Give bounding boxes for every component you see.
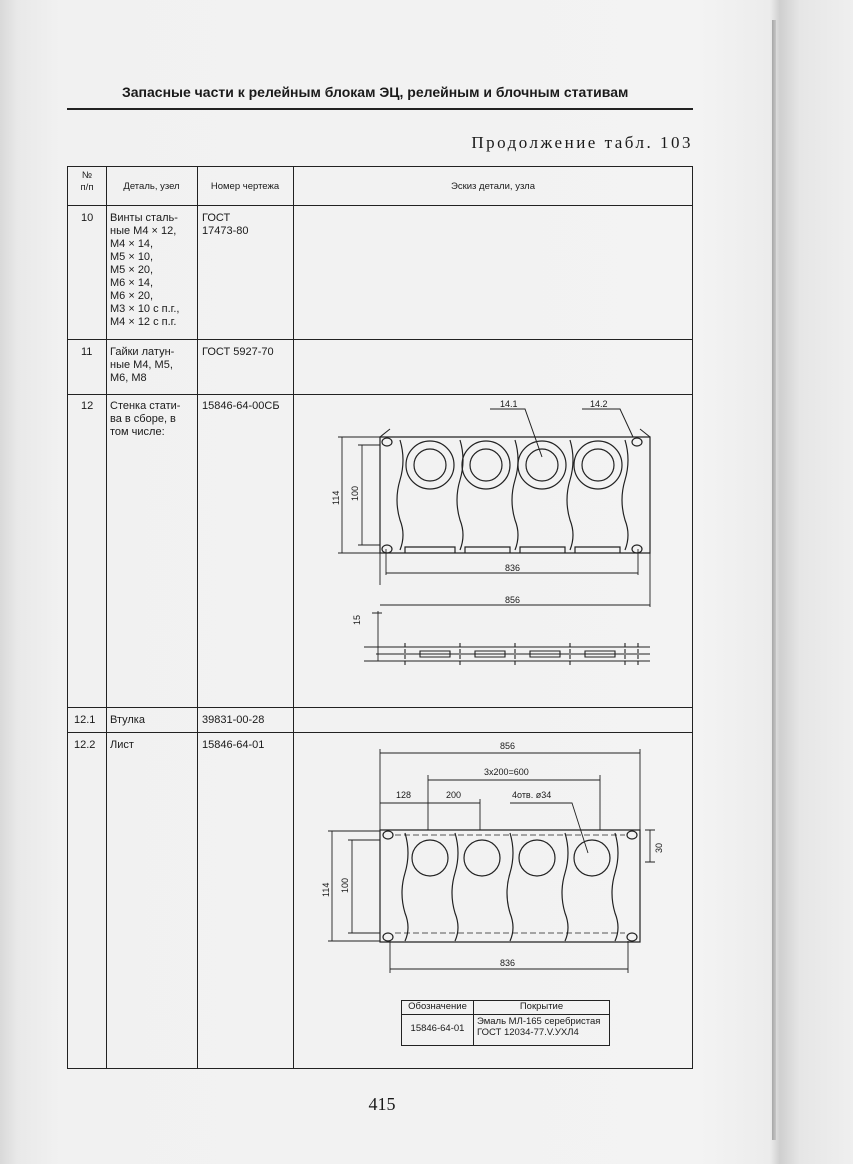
row-divider <box>68 339 692 340</box>
assembly-dim-856: 856 <box>505 595 521 605</box>
assembly-dim-114: 114 <box>331 490 341 505</box>
sheet-sketch <box>310 735 670 995</box>
assembly-wall-sketch <box>320 395 660 695</box>
row-12-drawing: 15846-64-00СБ <box>202 400 280 412</box>
col-divider <box>197 167 198 1068</box>
sheet-dim-pitch: 3x200=600 <box>484 767 529 777</box>
page-number: 415 <box>368 1094 396 1114</box>
spec-header-coating: Покрытие <box>474 1001 609 1015</box>
sheet-dim-856: 856 <box>500 741 516 751</box>
row-12-1-num: 12.1 <box>74 714 96 726</box>
row-10-num: 10 <box>81 212 94 224</box>
row-11-num: 11 <box>81 346 93 358</box>
callout-14-1: 14.1 <box>500 399 518 409</box>
col-divider <box>293 167 294 1068</box>
row-12-2-num: 12.2 <box>74 739 96 751</box>
header-sketch: Эскиз детали, узла <box>450 181 536 192</box>
sheet-dim-200: 200 <box>446 790 462 800</box>
row-10-drawing: ГОСТ 17473-80 <box>202 212 249 237</box>
header-num: № п/п <box>80 170 94 193</box>
spec-header-designation: Обозначение <box>402 1001 474 1015</box>
row-11-drawing: ГОСТ 5927-70 <box>202 346 274 358</box>
sheet-dim-100: 100 <box>340 877 350 893</box>
coating-spec-table <box>401 1000 610 1046</box>
header-rule <box>67 108 693 110</box>
sheet-dim-128: 128 <box>396 790 412 800</box>
callout-14-2: 14.2 <box>590 399 608 409</box>
assembly-dim-15: 15 <box>352 614 362 625</box>
assembly-dim-836: 836 <box>505 563 521 573</box>
row-divider <box>68 205 692 206</box>
row-12-part: Стенка стати- ва в сборе, в том числе: <box>110 400 181 438</box>
book-spine-shadow <box>772 20 776 1140</box>
col-divider <box>106 167 107 1068</box>
row-12-2-part: Лист <box>110 739 134 751</box>
header-drawing-number: Номер чертежа <box>210 181 280 192</box>
row-10-part: Винты сталь- ные М4 × 12, М4 × 14, М5 × 10, М5 × 20, М6 × 14, М6 × 20, М3 × 10 с п.г., М4 × 12 с п.г. <box>110 212 180 328</box>
sheet-dim-holes: 4отв. ø34 <box>512 790 552 800</box>
sheet-dim-30: 30 <box>654 842 664 853</box>
page-header-title: Запасные части к релейным блокам ЭЦ, релейным и блочным стативам <box>122 84 629 100</box>
spec-designation-value: 15846-64-01 <box>402 1015 474 1045</box>
row-11-part: Гайки латун- ные М4, М5, М6, М8 <box>110 346 175 384</box>
spec-coating-value: Эмаль МЛ-165 серебристая ГОСТ 12034-77.V.УХЛ4 <box>477 1016 601 1038</box>
row-divider <box>68 707 692 708</box>
sheet-dim-836: 836 <box>500 958 516 968</box>
header-part: Деталь, узел <box>123 181 180 192</box>
sheet-dim-114: 114 <box>321 882 331 897</box>
assembly-side-view <box>376 643 650 665</box>
row-12-1-part: Втулка <box>110 714 145 726</box>
row-12-1-drawing: 39831-00-28 <box>202 714 265 726</box>
row-12-num: 12 <box>81 400 94 412</box>
row-12-2-drawing: 15846-64-01 <box>202 739 265 751</box>
table-continuation-label: Продолжение табл. 103 <box>471 133 693 152</box>
sheet-outline <box>380 830 640 942</box>
assembly-dim-100: 100 <box>350 485 360 501</box>
row-divider <box>68 732 692 733</box>
